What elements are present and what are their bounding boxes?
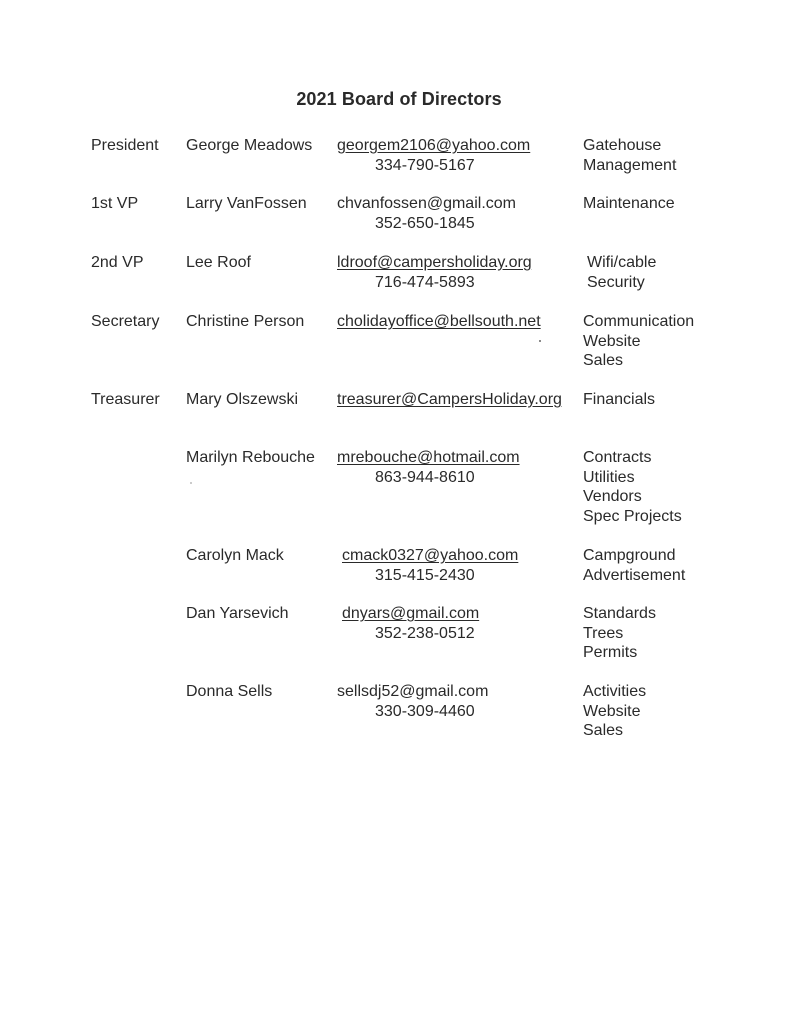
contact-block — [337, 136, 577, 175]
duty-item: Website — [583, 332, 641, 350]
duties-list — [583, 604, 656, 663]
duty-item: Vendors — [583, 488, 642, 505]
page-title: 2021 Board of Directors — [296, 89, 502, 109]
member-name: George Meadows — [186, 137, 313, 154]
phone-number: 352-238-0512 — [375, 624, 475, 642]
member-name: Donna Sells — [186, 683, 273, 700]
contact-block — [337, 448, 577, 487]
duty-item: Activities — [583, 683, 647, 700]
member-name: Marilyn Rebouche — [186, 449, 315, 466]
phone-number: 352-650-1845 — [375, 214, 475, 232]
duty-item: Utilities — [583, 468, 635, 486]
duties-list — [583, 390, 655, 410]
duty-item: Contracts — [583, 449, 652, 466]
email-link[interactable]: cholidayoffice@bellsouth.net — [337, 313, 541, 330]
role-label: Secretary — [91, 313, 160, 330]
contact-block — [337, 312, 577, 332]
duty-item: Sales — [583, 352, 624, 369]
contact-block — [342, 546, 582, 585]
email-link[interactable]: cmack0327@yahoo.com — [342, 547, 519, 564]
role-label: 1st VP — [91, 195, 139, 212]
email-link[interactable]: treasurer@CampersHoliday.org — [337, 391, 562, 408]
scan-speck — [539, 340, 541, 342]
duty-item: Maintenance — [583, 195, 675, 212]
duty-item: Management — [583, 156, 677, 174]
duties-list — [583, 546, 685, 585]
member-name: Carolyn Mack — [186, 547, 284, 564]
phone-number: 315-415-2430 — [375, 566, 475, 584]
contact-block — [337, 390, 577, 410]
phone-number: 863-944-8610 — [375, 468, 475, 486]
email-link[interactable]: mrebouche@hotmail.com — [337, 449, 520, 466]
duty-item: Wifi/cable — [587, 254, 657, 271]
duty-item: Gatehouse — [583, 137, 662, 154]
duties-list — [583, 312, 694, 371]
duty-item: Advertisement — [583, 566, 686, 584]
contact-block — [337, 194, 577, 233]
member-name: Larry VanFossen — [186, 195, 307, 212]
contact-block — [342, 604, 582, 643]
email-link[interactable]: dnyars@gmail.com — [342, 605, 480, 622]
role-label: 2nd VP — [91, 254, 144, 271]
member-name: Dan Yarsevich — [186, 605, 289, 622]
phone-number: 330-309-4460 — [375, 702, 475, 720]
email-address: chvanfossen@gmail.com — [337, 195, 516, 212]
duties-list — [583, 448, 682, 526]
role-label: President — [91, 137, 159, 154]
duty-item: Security — [587, 273, 645, 291]
scan-speck — [190, 482, 192, 484]
duty-item: Financials — [583, 391, 656, 408]
email-link[interactable]: ldroof@campersholiday.org — [337, 254, 532, 271]
duty-item: Website — [583, 702, 641, 720]
duty-item: Permits — [583, 644, 638, 661]
duty-item: Communication — [583, 313, 695, 330]
duty-item: Trees — [583, 624, 624, 642]
duties-list — [583, 194, 675, 214]
duty-item: Campground — [583, 547, 676, 564]
member-name: Mary Olszewski — [186, 391, 299, 408]
duty-item: Sales — [583, 722, 624, 739]
phone-number: 334-790-5167 — [375, 156, 475, 174]
email-address: sellsdj52@gmail.com — [337, 683, 489, 700]
email-link[interactable]: georgem2106@yahoo.com — [337, 137, 531, 154]
member-name: Christine Person — [186, 313, 305, 330]
duties-list — [587, 253, 656, 292]
phone-number: 716-474-5893 — [375, 273, 475, 291]
duties-list — [583, 682, 646, 741]
duty-item: Spec Projects — [583, 507, 682, 525]
role-label: Treasurer — [91, 391, 160, 408]
member-name: Lee Roof — [186, 254, 251, 271]
duties-list — [583, 136, 676, 175]
contact-block — [337, 253, 577, 292]
contact-block — [337, 682, 577, 721]
duty-item: Standards — [583, 605, 656, 622]
